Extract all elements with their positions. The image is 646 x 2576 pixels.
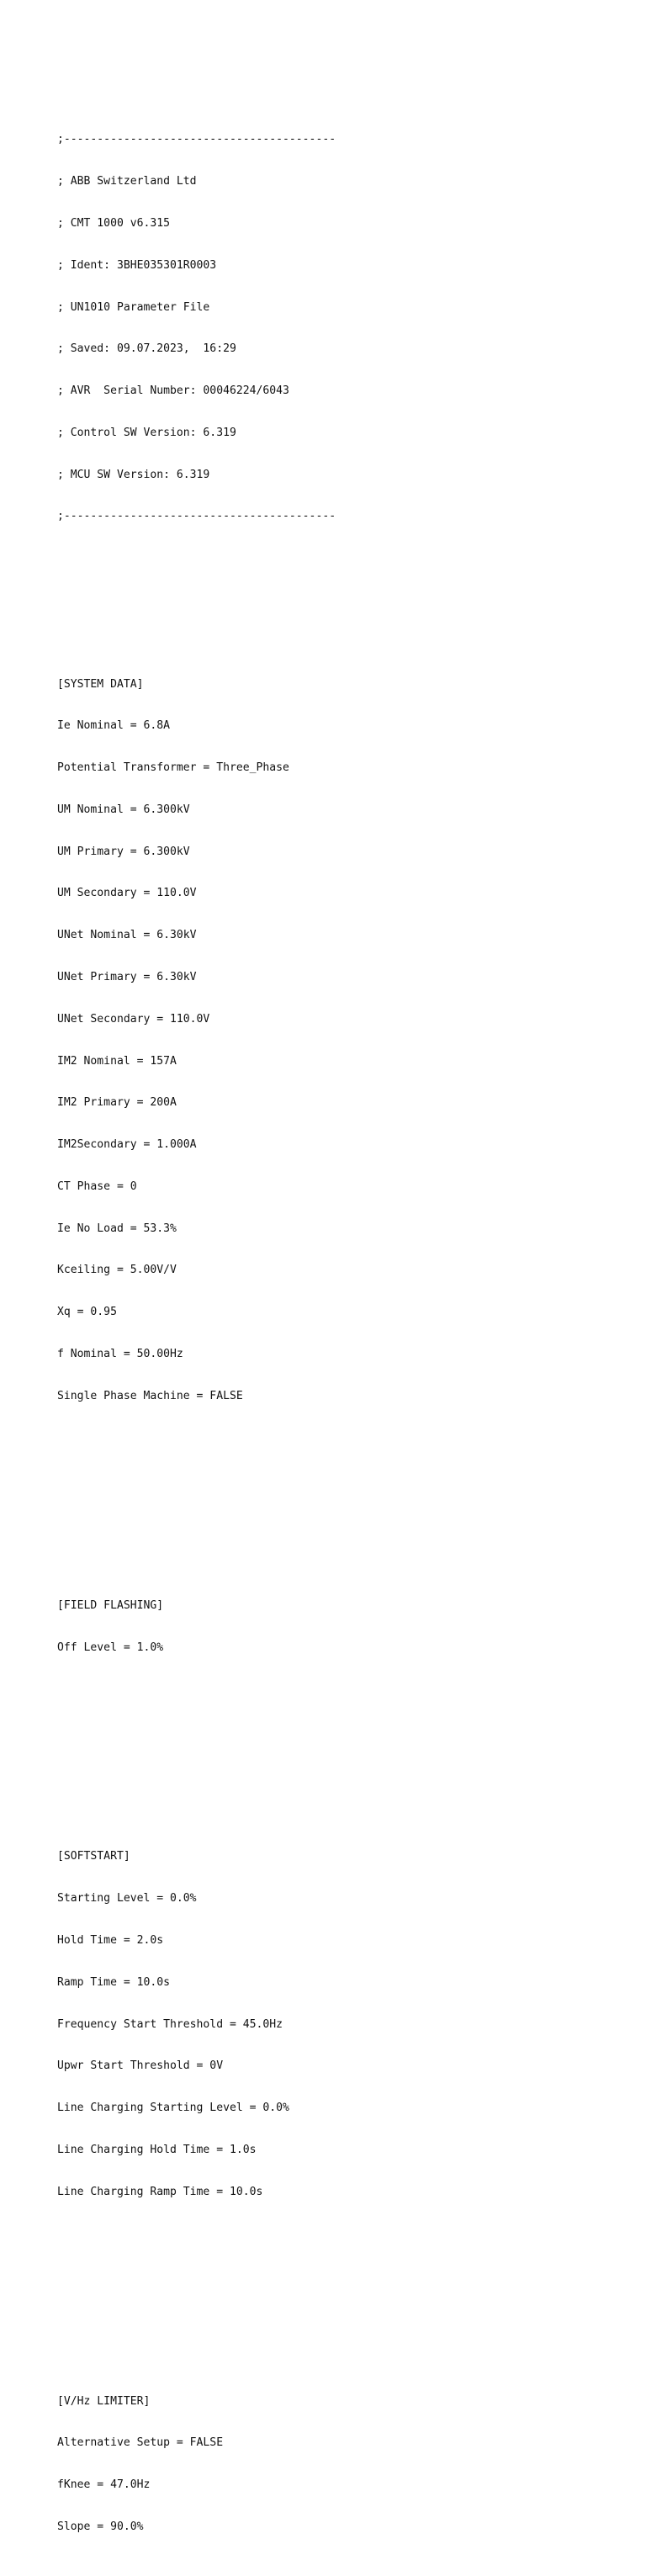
- param-line: Line Charging Ramp Time = 10.0s: [57, 2185, 263, 2198]
- blank-line: [57, 1725, 629, 1739]
- param-line: UNet Secondary = 110.0V: [57, 1012, 210, 1026]
- param-line: Line Charging Hold Time = 1.0s: [57, 2143, 257, 2156]
- param-line: Potential Transformer = Three_Phase: [57, 761, 289, 775]
- section-title: [FIELD FLASHING]: [57, 1598, 164, 1612]
- blank-line: [57, 594, 629, 608]
- header-tool-version: ; CMT 1000 v6.315: [57, 216, 171, 230]
- header-ident: ; Ident: 3BHE035301R0003: [57, 258, 217, 272]
- parameter-file-document: [57, 77, 629, 2576]
- header-rule-top: ;-----------------------------------------: [57, 133, 336, 146]
- section-title: [SOFTSTART]: [57, 1850, 130, 1863]
- param-line: UM Secondary = 110.0V: [57, 887, 197, 900]
- param-line: Frequency Start Threshold = 45.0Hz: [57, 2017, 283, 2031]
- section-title: [V/Hz LIMITER]: [57, 2394, 151, 2408]
- blank-line: [57, 2311, 629, 2325]
- header-rule-bottom: ;-----------------------------------------: [57, 510, 336, 523]
- param-line: IM2Secondary = 1.000A: [57, 1138, 197, 1152]
- header-saved-date: ; Saved: 09.07.2023, 16:29: [57, 342, 236, 356]
- section-title: [SYSTEM DATA]: [57, 677, 144, 691]
- section-system-data: [57, 649, 629, 1431]
- header-mcu-sw-version: ; MCU SW Version: 6.319: [57, 468, 210, 481]
- header-company: ; ABB Switzerland Ltd: [57, 175, 197, 188]
- param-line: UNet Primary = 6.30kV: [57, 971, 197, 983]
- section-field-flashing: [57, 1572, 629, 1683]
- param-line: Hold Time = 2.0s: [57, 1933, 164, 1947]
- blank-line: [57, 1767, 629, 1781]
- param-line: Ie No Load = 53.3%: [57, 1222, 177, 1235]
- blank-line: [57, 2269, 629, 2283]
- param-line: Starting Level = 0.0%: [57, 1892, 197, 1905]
- header-control-sw-version: ; Control SW Version: 6.319: [57, 426, 236, 439]
- section-vhz-limiter: [57, 2367, 629, 2562]
- param-line: UM Nominal = 6.300kV: [57, 803, 190, 816]
- param-line: Off Level = 1.0%: [57, 1640, 164, 1654]
- param-line: IM2 Primary = 200A: [57, 1096, 177, 1110]
- param-line: Single Phase Machine = FALSE: [57, 1389, 243, 1402]
- param-line: Ramp Time = 10.0s: [57, 1975, 171, 1989]
- param-line: Alternative Setup = FALSE: [57, 2436, 224, 2450]
- param-line: Upwr Start Threshold = 0V: [57, 2059, 224, 2073]
- param-line: f Nominal = 50.00Hz: [57, 1348, 183, 1361]
- param-line: Slope = 90.0%: [57, 2520, 144, 2533]
- header-serial-number: ; AVR Serial Number: 00046224/6043: [57, 384, 289, 398]
- param-line: CT Phase = 0: [57, 1179, 137, 1193]
- param-line: fKnee = 47.0Hz: [57, 2478, 151, 2492]
- header-file-type: ; UN1010 Parameter File: [57, 300, 210, 314]
- param-line: Kceiling = 5.00V/V: [57, 1264, 177, 1277]
- blank-line: [57, 1515, 629, 1529]
- param-line: UNet Nominal = 6.30kV: [57, 929, 197, 942]
- param-line: Line Charging Starting Level = 0.0%: [57, 2102, 289, 2115]
- blank-line: [57, 1473, 629, 1487]
- header-comment-block: [57, 105, 629, 552]
- param-line: UM Primary = 6.300kV: [57, 845, 190, 858]
- section-softstart: [57, 1822, 629, 2227]
- param-line: Xq = 0.95: [57, 1306, 117, 1319]
- param-line: IM2 Nominal = 157A: [57, 1054, 177, 1068]
- param-line: Ie Nominal = 6.8A: [57, 719, 171, 733]
